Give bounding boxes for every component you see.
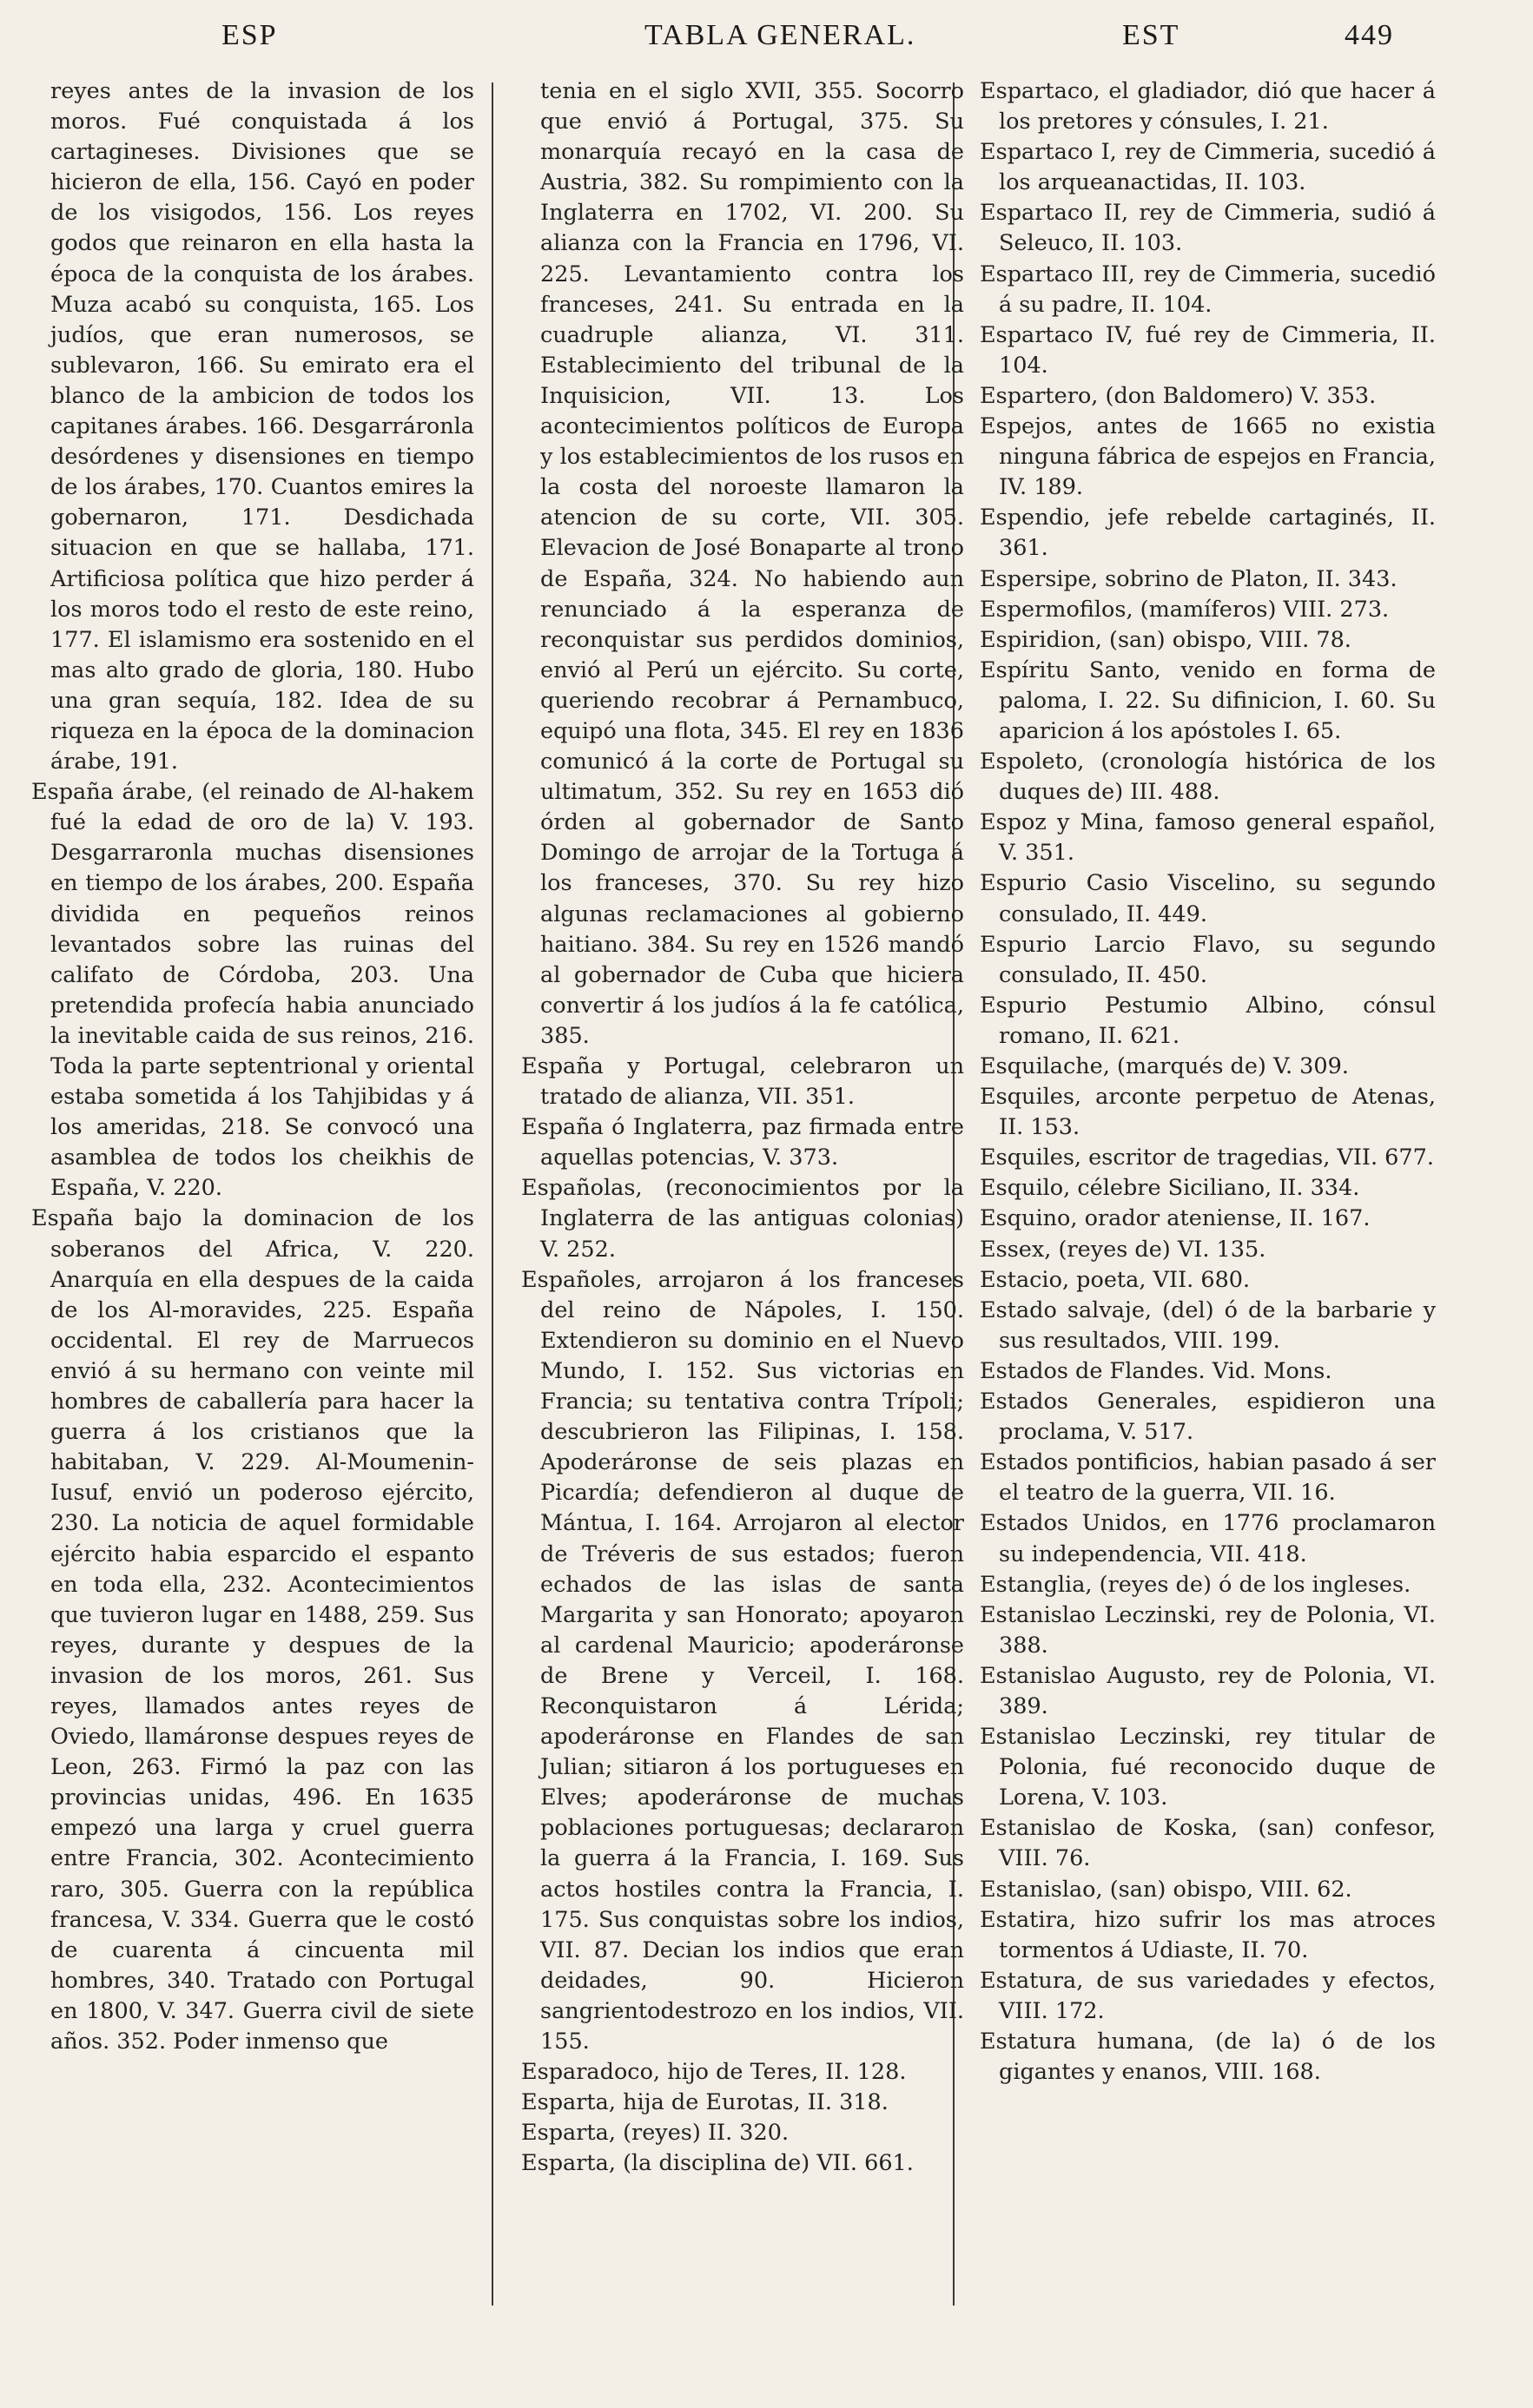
index-entry: Españoles, arrojaron á los franceses del reino de Nápoles, I. 150. Extendieron su dominio en el Nuevo Mundo, I. 152. Sus victorias en Francia; su tentativa contra Trípoli; descubrieron las Filipinas, I. 158. Apoderáronse de seis plazas en Picardía; defendieron al duque de Mántua, I. 164. Arrojaron al elector de Tréveris de sus estados; fueron echados de las islas de santa Margarita y san Honorato; apoyaron al cardenal Mauricio; apoderáronse de Brene y Verceil, I. 168. Reconquistaron á Lérida; apoderáronse en Flandes de san Julian; sitiaron á los portugueses en Elves; apoderáronse de muchas poblaciones portuguesas; declararon la guerra á la Francia, I. 169. Sus actos hostiles contra la Francia, I. 175. Sus conquistas sobre los indios, VII. 87. Decian los indios que eran deidades, 90. Hicieron sangrientodestrozo en los indios, VII. 155. — [521, 1266, 964, 2055]
index-entry: Estatira, hizo sufrir los mas atroces tormentos á Udiaste, II. 70. — [980, 1906, 1436, 1963]
index-entry: Estacio, poeta, VII. 680. — [980, 1266, 1251, 1293]
index-entry: Esquilo, célebre Siciliano, II. 334. — [980, 1175, 1360, 1202]
index-entry: Essex, (reyes de) VI. 135. — [980, 1236, 1266, 1263]
index-entry: España ó Inglaterra, paz firmada entre aquellas potencias, V. 373. — [521, 1114, 964, 1171]
index-entry: Espartaco IV, fué rey de Cimmeria, II. 104. — [980, 321, 1436, 379]
index-entry: Espermofilos, (mamíferos) VIII. 273. — [980, 596, 1390, 623]
index-entry: Espartaco II, rey de Cimmeria, sudió á Seleuco, II. 103. — [980, 200, 1436, 257]
index-entry: Esparta, (reyes) II. 320. — [521, 2120, 790, 2147]
index-entry: Espiridion, (san) obispo, VIII. 78. — [980, 626, 1351, 653]
index-entry: Espíritu Santo, venido en forma de paloma, I. 22. Su difinicion, I. 60. Su aparicion á los apóstoles I. 65. — [980, 656, 1436, 744]
index-entry: Espoz y Mina, famoso general español, V. 351. — [980, 809, 1436, 867]
index-entry: tenia en el siglo XVII, 355. Socorro que envió á Portugal, 375. Su monarquía recayó en la casa de Austria, 382. Su rompimiento con la Inglaterra en 1702, VI. 200. Su alianza con la Francia en 1796, VI. 225. Levantamiento contra los franceses, 241. Su entrada en la cuadruple alianza, VI. 311. Establecimiento del tribunal de la Inquisicion, VII. 13. Los acontecimientos políticos de Europa y los establecimientos de los rusos en la costa del noroeste llamaron la atencion de su corte, VII. 305. Elevacion de José Bonaparte al trono de España, 324. No habiendo aun renunciado á la esperanza de reconquistar sus perdidos dominios, envió al Perú un ejército. Su corte, queriendo recobrar á Pernambuco, equipó una flota, 345. El rey en 1836 comunicó á la corte de Portugal su ultimatum, 352. Su rey en 1653 dió órden al gobernador de Santo Domingo de arrojar de la Tortuga á los franceses, 370. Su rey hizo algunas reclamaciones al gobierno haitiano. 384. Su rey en 1526 mandó al gobernador de Cuba que hiciera convertir á los judíos á la fe católica, 385. — [540, 78, 964, 1049]
column-left — [31, 76, 474, 2057]
index-entry: Estados Generales, espidieron una proclama, V. 517. — [980, 1389, 1436, 1446]
index-entry: Esquiles, arconte perpetuo de Atenas, II. 153. — [980, 1084, 1436, 1141]
column-divider — [492, 82, 493, 2306]
page-number: 449 — [1345, 19, 1394, 51]
index-entry: Espartaco III, rey de Cimmeria, sucedió á su padre, II. 104. — [980, 261, 1436, 318]
index-entry: Espurio Pestumio Albino, cónsul romano, II. 621. — [980, 992, 1436, 1049]
index-entry: Españolas, (reconocimientos por la Inglaterra de las antiguas colonias) V. 252. — [521, 1175, 964, 1263]
index-entry: España árabe, (el reinado de Al-hakem fué la edad de oro de la) V. 193. Desgarraronla muchas disensiones en tiempo de los árabes, 200. España dividida en pequeños reinos levantados sobre las ruinas del califato de Córdoba, 203. Una pretendida profecía habia anunciado la inevitable caida de sus reinos, 216. Toda la parte septentrional y oriental estaba sometida á los Tahjibidas y á los ameridas, 218. Se convocó una asamblea de todos los cheikhis de España, V. 220. — [31, 779, 474, 1202]
index-entry: Espurio Larcio Flavo, su segundo consulado, II. 450. — [980, 931, 1436, 988]
running-head-right: EST — [1122, 19, 1180, 51]
index-entry: Espoleto, (cronología histórica de los duques de) III. 488. — [980, 749, 1436, 806]
column-middle — [521, 76, 964, 2179]
index-entry: Estados Unidos, en 1776 proclamaron su independencia, VII. 418. — [980, 1510, 1436, 1567]
index-entry: Estatura humana, (de la) ó de los gigantes y enanos, VIII. 168. — [980, 2029, 1436, 2086]
index-entry: Espejos, antes de 1665 no existia ninguna fábrica de espejos en Francia, IV. 189. — [980, 413, 1436, 501]
index-entry: Estado salvaje, (del) ó de la barbarie y sus resultados, VIII. 199. — [980, 1296, 1436, 1354]
index-entry: Estados de Flandes. Vid. Mons. — [980, 1357, 1332, 1384]
index-entry: España y Portugal, celebraron un tratado de alianza, VII. 351. — [521, 1053, 964, 1111]
index-entry: España bajo la dominacion de los soberanos del Africa, V. 220. Anarquía en ella despues de la caida de los Al-moravides, 225. España occidental. El rey de Marruecos envió á su hermano con veinte mil hombres de caballería para hacer la guerra á los cristianos que la habitaban, V. 229. Al-Moumenin-Iusuf, envió un poderoso ejército, 230. La noticia de aquel formidable ejército habia esparcido el espanto en toda ella, 232. Acontecimientos que tuvieron lugar en 1488, 259. Sus reyes, durante y despues de la invasion de los moros, 261. Sus reyes, llamados antes reyes de Oviedo, llamáronse despues reyes de Leon, 263. Firmó la paz con las provincias unidas, 496. En 1635 empezó una larga y cruel guerra entre Francia, 302. Acontecimiento raro, 305. Guerra con la república francesa, V. 334. Guerra que le costó de cuarenta á cincuenta mil hombres, 340. Tratado con Portugal en 1800, V. 347. Guerra civil de siete años. 352. Poder inmenso que — [31, 1205, 474, 2055]
index-entry: Espartaco, el gladiador, dió que hacer á los pretores y cónsules, I. 21. — [980, 78, 1436, 135]
index-entry: reyes antes de la invasion de los moros. Fué conquistada á los cartagineses. Divisiones que se hicieron de ella, 156. Cayó en poder de los visigodos, 156. Los reyes godos que reinaron en ella hasta la época de la conquista de los árabes. Muza acabó su conquista, 165. Los judíos, que eran numerosos, se sublevaron, 166. Su emirato era el blanco de la ambicion de todos los capitanes árabes. 166. Desgarráronla desórdenes y disensiones en tiempo de los árabes, 170. Cuantos emires la gobernaron, 171. Desdichada situacion en que se hallaba, 171. Artificiosa política que hizo perder á los moros todo el resto de este reino, 177. El islamismo era sostenido en el mas alto grado de gloria, 180. Hubo una gran sequía, 182. Idea de su riqueza en la época de la dominacion árabe, 191. — [50, 78, 474, 775]
index-entry: Estanislao Leczinski, rey titular de Polonia, fué reconocido duque de Lorena, V. 103. — [980, 1724, 1436, 1811]
column-right — [980, 76, 1436, 2088]
index-entry: Esparta, hija de Eurotas, II. 318. — [521, 2089, 889, 2116]
index-entry: Estanislao de Koska, (san) confesor, VIII. 76. — [980, 1815, 1436, 1872]
index-entry: Estanislao Leczinski, rey de Polonia, VI. 388. — [980, 1601, 1436, 1659]
index-entry: Espendio, jefe rebelde cartaginés, II. 361. — [980, 505, 1436, 562]
index-entry: Estanglia, (reyes de) ó de los ingleses. — [980, 1571, 1411, 1598]
index-entry: Espartero, (don Baldomero) V. 353. — [980, 382, 1377, 409]
index-entry: Esquilache, (marqués de) V. 309. — [980, 1053, 1349, 1079]
index-entry: Esparta, (la disciplina de) VII. 661. — [521, 2150, 914, 2177]
index-entry: Esparadoco, hijo de Teres, II. 128. — [521, 2059, 907, 2086]
index-entry: Espurio Casio Viscelino, su segundo consulado, II. 449. — [980, 870, 1436, 927]
index-entry: Espartaco I, rey de Cimmeria, sucedió á los arqueanactidas, II. 103. — [980, 139, 1436, 196]
index-entry: Estados pontificios, habian pasado á ser el teatro de la guerra, VII. 16. — [980, 1449, 1436, 1507]
index-entry: Esquino, orador ateniense, II. 167. — [980, 1205, 1371, 1232]
index-entry: Esquiles, escritor de tragedias, VII. 677. — [980, 1145, 1434, 1171]
index-entry: Estatura, de sus variedades y efectos, VIII. 172. — [980, 1967, 1436, 2024]
index-entry: Estanislao, (san) obispo, VIII. 62. — [980, 1876, 1352, 1903]
index-entry: Espersipe, sobrino de Platon, II. 343. — [980, 565, 1398, 592]
running-head-title: TABLA GENERAL. — [644, 19, 916, 51]
page-header — [0, 0, 1533, 61]
running-head-left: ESP — [221, 19, 278, 51]
index-entry: Estanislao Augusto, rey de Polonia, VI. 389. — [980, 1662, 1436, 1719]
